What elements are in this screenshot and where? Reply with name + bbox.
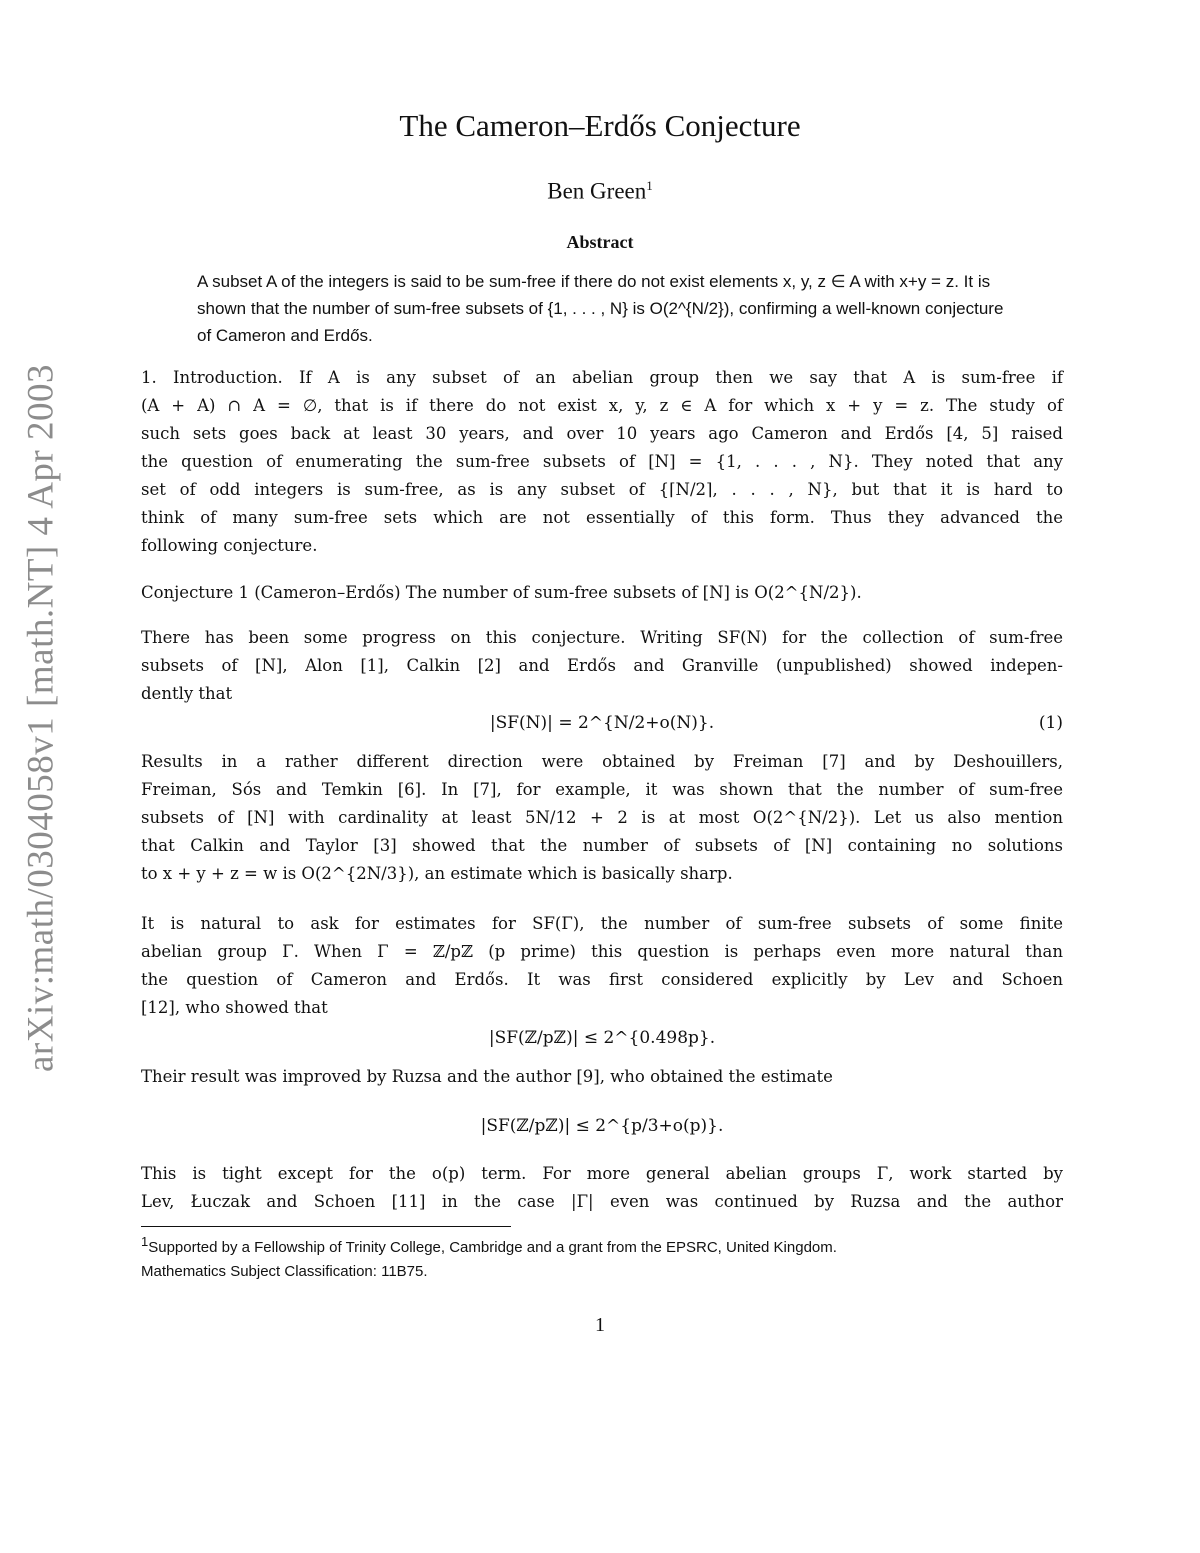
footnote-mark: 1: [141, 1234, 149, 1249]
page-number: 1: [595, 1314, 605, 1336]
group-line: [12], who showed that: [141, 998, 328, 1017]
group-line: It is natural to ask for estimates for SF(Γ), the number of sum-free subsets of some finite: [141, 914, 1063, 933]
intro-line: following conjecture.: [141, 536, 318, 555]
footnote-rule: [141, 1226, 511, 1227]
tight-line: Lev, Łuczak and Schoen [11] in the case |Γ| even was continued by Ruzsa and the author: [141, 1192, 1063, 1211]
equation-1-body: |SF(N)| = 2^{N/2+o(N)}.: [489, 713, 715, 733]
paper-title: The Cameron–Erdős Conjecture: [399, 108, 801, 143]
arxiv-sidebar: [12, 333, 70, 1103]
msc-classification: Mathematics Subject Classification: 11B75.: [141, 1263, 428, 1280]
footnote: [141, 1230, 1081, 1284]
group-line: abelian group Γ. When Γ = ℤ/pℤ (p prime) this question is perhaps even more natural than: [141, 942, 1063, 961]
results-line: subsets of [N] with cardinality at least 5N/12 + 2 is at most O(2^{N/2}). Let us also mention: [141, 808, 1063, 827]
author-name: Ben Green: [547, 178, 647, 204]
footnote-text: Supported by a Fellowship of Trinity College, Cambridge and a grant from the EPSRC, United Kingdom.: [148, 1239, 837, 1256]
intro-line: (A + A) ∩ A = ∅, that is if there do not exist x, y, z ∈ A for which x + y = z. The study of: [141, 396, 1063, 415]
author-footnote-mark: 1: [646, 178, 653, 193]
improvement-line: Their result was improved by Ruzsa and the author [9], who obtained the estimate: [141, 1067, 833, 1086]
results-line: Freiman, Sós and Temkin [6]. In [7], for example, it was shown that the number of sum-free: [141, 780, 1063, 799]
progress-line: dently that: [141, 684, 233, 703]
group-line: the question of Cameron and Erdős. It was first considered explicitly by Lev and Schoen: [141, 970, 1063, 989]
equation-3: |SF(ℤ/pℤ)| ≤ 2^{p/3+o(p)}.: [480, 1116, 724, 1136]
intro-line: think of many sum-free sets which are not essentially of this form. Thus they advanced the: [141, 508, 1063, 527]
equation-2: |SF(ℤ/pℤ)| ≤ 2^{0.498p}.: [488, 1028, 716, 1048]
results-line: that Calkin and Taylor [3] showed that the number of subsets of [N] containing no solutions: [141, 836, 1063, 855]
results-line: Results in a rather different direction were obtained by Freiman [7] and by Deshouillers,: [141, 752, 1063, 771]
author-line: [0, 178, 1200, 205]
abstract-text: A subset A of the integers is said to be sum-free if there do not exist elements x, y, z ∈ A with x+y = z. It is shown that the number of sum-free subsets of {1, . . . , N} is O(2^{N/2}), confirming a well-known conjecture of Cameron and Erdős.: [197, 272, 1004, 345]
intro-line: set of odd integers is sum-free, as is any subset of {⌈N/2⌉, . . . , N}, but that it is hard to: [141, 480, 1063, 499]
intro-line: 1. Introduction. If A is any subset of an abelian group then we say that A is sum-free if: [141, 368, 1063, 387]
equation-1-number: (1): [1038, 713, 1063, 733]
progress-line: There has been some progress on this conjecture. Writing SF(N) for the collection of sum-free: [141, 628, 1063, 647]
intro-line: the question of enumerating the sum-free subsets of [N] = {1, . . . , N}. They noted that any: [141, 452, 1063, 471]
tight-line: This is tight except for the o(p) term. For more general abelian groups Γ, work started by: [141, 1164, 1063, 1183]
equation-1: [141, 713, 1063, 741]
arxiv-identifier: arXiv:math/0304058v1 [math.NT] 4 Apr 2003: [20, 364, 62, 1072]
progress-line: subsets of [N], Alon [1], Calkin [2] and Erdős and Granville (unpublished) showed indepen-: [141, 656, 1063, 675]
conjecture-statement: Conjecture 1 (Cameron–Erdős) The number of sum-free subsets of [N] is O(2^{N/2}).: [141, 583, 862, 602]
results-line: to x + y + z = w is O(2^{2N/3}), an estimate which is basically sharp.: [141, 864, 733, 883]
intro-line: such sets goes back at least 30 years, and over 10 years ago Cameron and Erdős [4, 5] raised: [141, 424, 1063, 443]
footnote-text-line: [141, 1230, 1081, 1260]
abstract-heading: Abstract: [566, 232, 634, 252]
